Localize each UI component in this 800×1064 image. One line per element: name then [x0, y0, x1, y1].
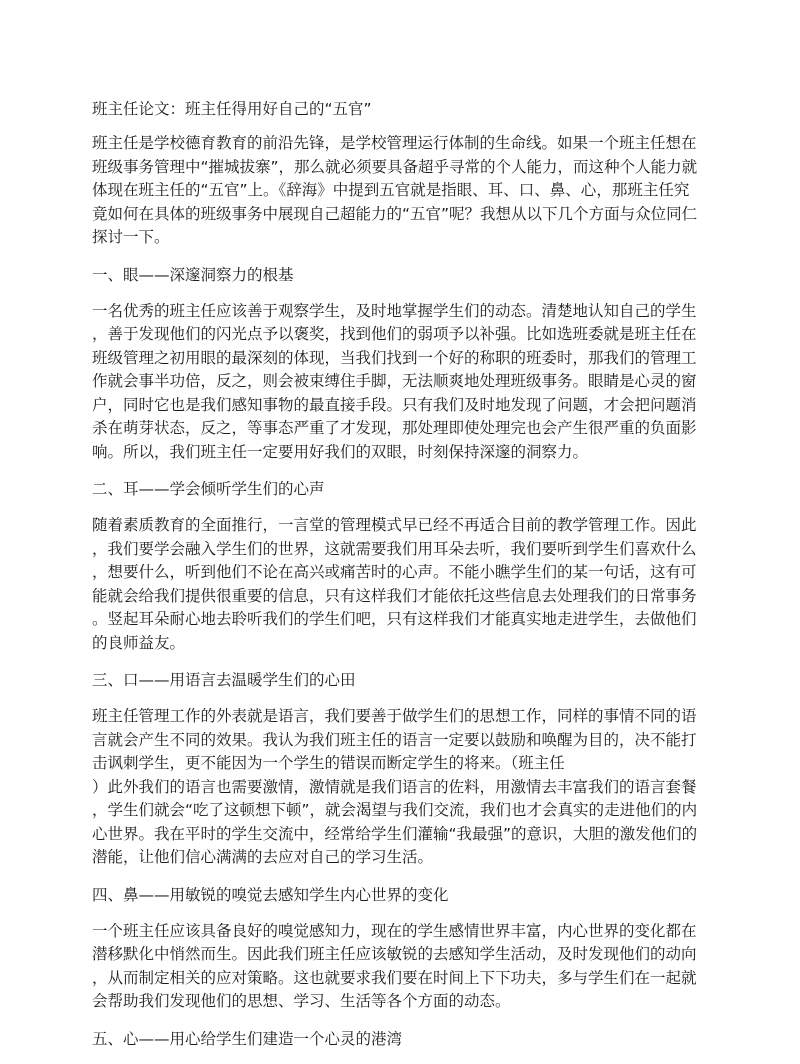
- paragraph-line: 心世界。我在平时的学生交流中，经常给学生们灌输“我最强”的意识，大胆的激发他们的: [92, 824, 698, 843]
- paragraph-line: ，从而制定相关的应对策略。这也就要求我们要在时间上下下功夫，多与学生们在一起就: [92, 968, 697, 987]
- section-heading-mouth: 三、口——用语言去温暖学生们的心田: [92, 671, 356, 689]
- paragraph-line: 随着素质教育的全面推行，一言堂的管理模式早已经不再适合目前的教学管理工作。因此: [92, 516, 697, 534]
- paragraph-line: 一名优秀的班主任应该善于观察学生，及时地掌握学生们的动态。清楚地认知自己的学生: [92, 301, 697, 320]
- paragraph-line: 班级管理之初用眼的最深刻的体现，当我们找到一个好的称职的班委时，那我们的管理工: [92, 348, 697, 367]
- paragraph-line: 击讽刺学生，更不能因为一个学生的错误而断定学生的将来。（班主任: [92, 754, 565, 772]
- document-title: 班主任论文：班主任得用好自己的“五官”: [92, 100, 372, 118]
- paragraph-line: 班主任是学校德育教育的前沿先锋，是学校管理运行体制的生命线。如果一个班主任想在: [92, 134, 697, 152]
- paragraph-line: 潜能，让他们信心满满的去应对自己的学习生活。: [92, 848, 434, 866]
- section-paragraph-eye: [92, 300, 712, 465]
- paragraph-line: ，想要什么，听到他们不论在高兴或痛苦时的心声。不能小瞧学生们的某一句话，这有可: [92, 563, 697, 581]
- section-heading-heart: 五、心——用心给学生们建造一个心灵的港湾: [92, 1029, 403, 1048]
- section-paragraph-nose: [92, 920, 712, 1014]
- paragraph-line: 探讨一下。: [92, 228, 170, 246]
- paragraph-line: 班主任管理工作的外表就是语言，我们要善于做学生们的思想工作，同样的事情不同的语: [92, 707, 697, 725]
- document-page: [92, 98, 712, 1064]
- section-heading-ear: 二、耳——学会倾听学生们的心声: [92, 480, 325, 498]
- section-heading-nose: 四、鼻——用敏锐的嗅觉去感知学生内心世界的变化: [92, 885, 449, 904]
- paragraph-line: 的良师益友。: [92, 633, 186, 652]
- paragraph-line: 能就会给我们提供很重要的信息，只有这样我们才能依托这些信息去处理我们的日常事务: [92, 586, 697, 605]
- paragraph-line: 体现在班主任的“五官”上。《辞海》中提到五官就是指眼、耳、口、鼻、心，那班主任究: [92, 181, 690, 199]
- intro-paragraph: [92, 132, 712, 250]
- paragraph-line: 作就会事半功倍，反之，则会被束缚住手脚，无法顺爽地处理班级事务。眼睛是心灵的窗: [92, 372, 697, 390]
- paragraph-line: 会帮助我们发现他们的思想、学习、生活等各个方面的动态。: [92, 992, 511, 1010]
- section-heading-eye: 一、眼——深邃洞察力的根基: [92, 265, 294, 284]
- paragraph-line: ）此外我们的语言也需要激情，激情就是我们语言的佐料，用激情去丰富我们的语言套餐: [92, 777, 697, 796]
- paragraph-line: 一个班主任应该具备良好的嗅觉感知力，现在的学生感情世界丰富，内心世界的变化都在: [92, 921, 697, 940]
- paragraph-line: 言就会产生不同的效果。我认为我们班主任的语言一定要以鼓励和唤醒为目的，决不能打: [92, 730, 697, 749]
- paragraph-line: 班级事务管理中“摧城拔寨”，那么就必须要具备超乎寻常的个人能力，而这种个人能力就: [92, 157, 698, 176]
- paragraph-line: 户，同时它也是我们感知事物的最直接手段。只有我们及时地发现了问题，才会把问题消: [92, 395, 697, 414]
- paragraph-line: ，学生们就会“吃了这顿想下顿”，就会渴望与我们交流，我们也才会真实的走进他们的内: [92, 801, 698, 819]
- paragraph-line: 。竖起耳朵耐心地去聆听我们的学生们吧，只有这样我们才能真实地走进学生，去做他们: [92, 610, 697, 628]
- section-paragraph-mouth: [92, 705, 712, 870]
- paragraph-line: ，我们要学会融入学生们的世界，这就需要我们用耳朵去听，我们要听到学生们喜欢什么: [92, 539, 697, 558]
- paragraph-line: 杀在萌芽状态，反之，等事态严重了才发现，那处理即使处理完也会产生很严重的负面影: [92, 419, 697, 437]
- paragraph-line: 潜移默化中悄然而生。因此我们班主任应该敏锐的去感知学生活动，及时发现他们的动向: [92, 945, 697, 963]
- paragraph-line: 竟如何在具体的班级事务中展现自己超能力的“五官”呢？我想从以下几个方面与众位同仁: [92, 204, 698, 223]
- paragraph-line: ，善于发现他们的闪光点予以褒奖，找到他们的弱项予以补强。比如选班委就是班主任在: [92, 325, 697, 343]
- paragraph-line: 响。所以，我们班主任一定要用好我们的双眼，时刻保持深邃的洞察力。: [92, 442, 589, 461]
- section-paragraph-ear: [92, 514, 712, 655]
